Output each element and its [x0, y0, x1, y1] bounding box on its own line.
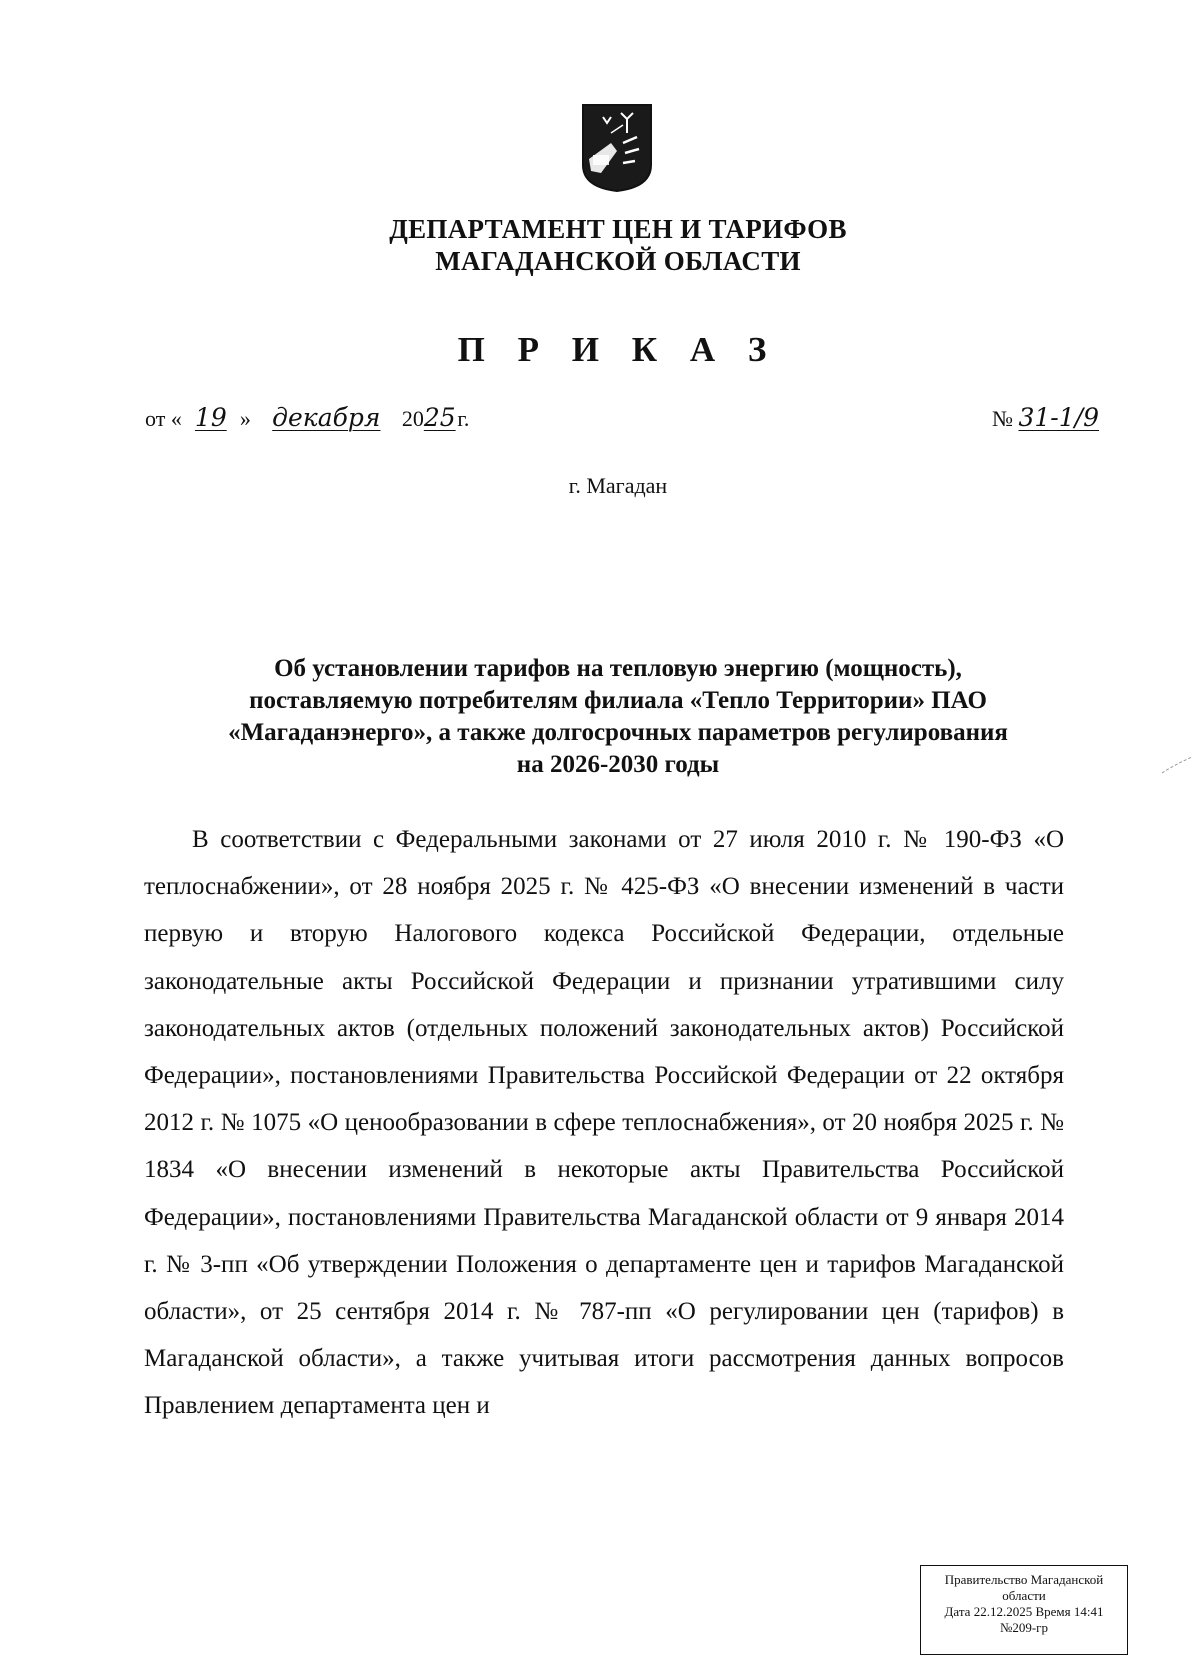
body-paragraph: В соответствии с Федеральными законами от 27 июля 2010 г. № 190-ФЗ «О теплоснабжении», от 28 ноября 2025 г. № 425-ФЗ «О внесении изменений в части первую и вторую Налогового кодекса Российской Федерации, отдельные законодательные акты Российской Федерации и признании утратившими силу законодательных актов (отдельных положений законодательных актов) Российской Федерации», постановлениями Правительства Российской Федерации от 22 октября 2012 г. № 1075 «О ценообразовании в сфере теплоснабжения», от 20 ноября 2025 г. № 1834 «О внесении изменений в некоторые акты Правительства Российской Федерации», постановлениями Правительства Магаданской области от 9 января 2014 г. № 3-пп «Об утверждении Положения о департаменте цен и тарифов Магаданской области», от 25 сентября 2014 г. № 787-пп «О регулировании цен (тарифов) в Магаданской области», а также учитывая итоги рассмотрения данных вопросов Правлением департамента цен и: [144, 826, 1064, 1420]
title-line-1: Об установлении тарифов на тепловую энергию (мощность),: [274, 655, 962, 682]
stamp-line-2: области: [1002, 1588, 1046, 1603]
title-line-4: на 2026-2030 годы: [516, 751, 720, 778]
department-name: [0, 213, 1200, 277]
stamp-line-3: Дата 22.12.2025 Время 14:41: [944, 1604, 1104, 1619]
date-suffix: г.: [451, 406, 470, 431]
stamp-line-1: Правительство Магаданской: [944, 1572, 1104, 1587]
title-line-3: «Магаданэнерго», а также долгосрочных параметров регулирования: [228, 719, 1008, 746]
date-year-prefix: 20: [401, 406, 424, 431]
document-title: [130, 653, 1106, 781]
date-year-suffix: 25: [423, 403, 456, 432]
coat-of-arms-icon: [581, 103, 653, 193]
number-value: 31-1/9: [1018, 403, 1099, 432]
date-quote-close: »: [239, 406, 251, 431]
order-date: [145, 403, 469, 432]
document-type-heading: П Р И К А З: [457, 330, 779, 369]
registration-stamp: [920, 1565, 1128, 1655]
department-line-2: МАГАДАНСКОЙ ОБЛАСТИ: [435, 246, 801, 276]
department-line-1: ДЕПАРТАМЕНТ ЦЕН И ТАРИФОВ: [389, 214, 847, 244]
stamp-line-4: №209-гр: [999, 1620, 1049, 1635]
date-prefix: от «: [145, 406, 182, 431]
date-day: 19: [194, 403, 227, 432]
margin-pen-mark: [1160, 755, 1194, 775]
date-month: декабря: [272, 403, 381, 432]
city: г. Магадан: [568, 473, 668, 498]
number-prefix: №: [992, 406, 1013, 431]
title-line-2: поставляемую потребителям филиала «Тепло Территории» ПАО: [249, 687, 987, 714]
order-number: [992, 403, 1105, 432]
